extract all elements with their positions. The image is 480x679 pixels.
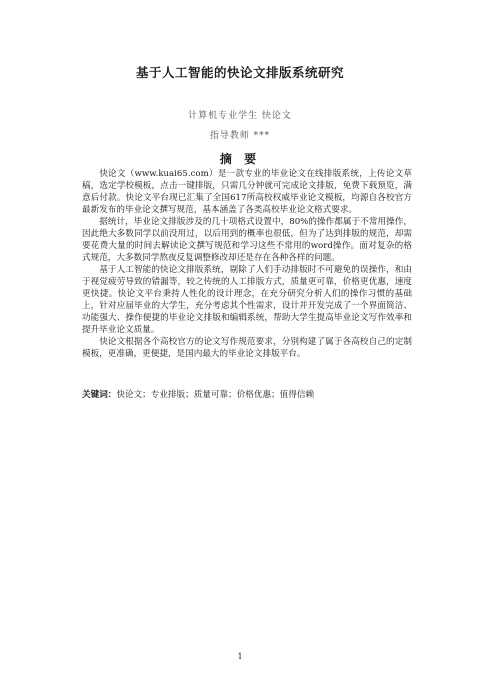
keywords-label: 关键词：	[82, 390, 117, 400]
abstract-paragraph-2: 据统计，毕业论文排版涉及的几十项格式设置中，80%的操作都属于不常用操作，因此绝大多数同学以前没用过，以后用到的概率也很低，但为了达到排版的规范，却需要花费大量的时间去解读论文撰写规范和学习这些不常用的word操作。面对复杂的格式规范，大多数同学熬夜反复调整修改却还是存在各种各样的问题。	[82, 217, 412, 263]
abstract-paragraph-1: 快论文（www.kuai65.com）是一款专业的毕业论文在线排版系统，上传论文草稿，选定学校模板，点击一键排版，只需几分钟就可完成论文排版，免费下载预览，满意后付款。快论文平台现已汇集了全国617所高校权威毕业论文模板，均源自各校官方最新发布的毕业论文撰写规范，基本涵盖了各类高校毕业论文格式要求。	[82, 169, 412, 215]
abstract-paragraph-4: 快论文根据各个高校官方的论文写作规范要求，分别构建了属于各高校自己的定制模板，更准确，更便捷，是国内最大的毕业论文排版平台。	[82, 337, 412, 359]
paper-title: 基于人工智能的快论文排版系统研究	[135, 65, 344, 80]
page-number: 1	[237, 652, 243, 661]
abstract-body	[82, 168, 412, 360]
keywords-line	[82, 389, 412, 401]
advisor-line: 指导教师 ***	[209, 131, 271, 141]
keywords-text: 快论文；专业排版；质量可靠；价格优惠；值得信赖	[116, 390, 315, 400]
abstract-paragraph-3: 基于人工智能的快论文排版系统，剔除了人们手动排版时不可避免的误操作，和由于视觉疲劳导致的错漏等，较之传统的人工排版方式，质量更可靠，价格更优惠，速度更快捷。快论文平台秉持人性化的设计理念，在充分研究分析人们的操作习惯的基础上，针对应届毕业的大学生，充分考虑其个性需求，设计并开发完成了一个界面简洁、功能强大、操作便捷的毕业论文排版和编辑系统，帮助大学生提高毕业论文写作效率和提升毕业论文质量。	[82, 265, 412, 335]
author-line: 计算机专业学生 快论文	[188, 111, 292, 121]
abstract-heading: 摘 要	[219, 152, 261, 166]
